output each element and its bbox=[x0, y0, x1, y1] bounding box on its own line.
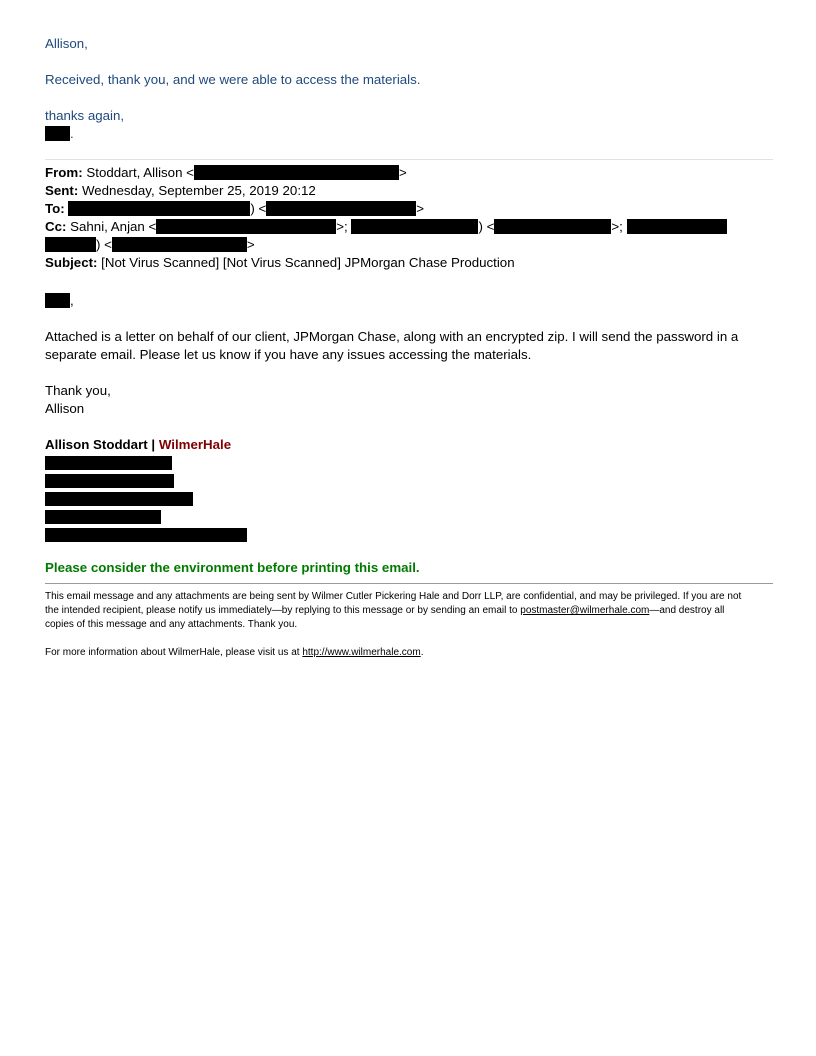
signature-firm: WilmerHale bbox=[158, 437, 232, 452]
header-from: From: Stoddart, Allison < > bbox=[45, 165, 407, 180]
redaction-block bbox=[156, 219, 336, 234]
header-sent: Sent: Wednesday, September 25, 2019 20:12 bbox=[45, 183, 316, 198]
redaction-block bbox=[45, 474, 174, 488]
message-salutation: , bbox=[45, 292, 773, 310]
header-subject: Subject: [Not Virus Scanned] [Not Virus Scanned] JPMorgan Chase Production bbox=[45, 255, 515, 270]
message-body-line: Attached is a letter on behalf of our client, JPMorgan Chase, along with an encrypted zip. I will send the password in a bbox=[45, 329, 739, 344]
redaction-block bbox=[45, 126, 70, 141]
wilmerhale-website-link[interactable]: http://www.wilmerhale.com bbox=[302, 647, 421, 658]
signature-line: Allison Stoddart | WilmerHale bbox=[45, 437, 232, 452]
header-cc: Cc: Sahni, Anjan < >; ) < >; bbox=[45, 218, 773, 236]
reply-greeting: Allison, bbox=[45, 36, 88, 51]
message-name: Allison bbox=[45, 401, 85, 416]
redaction-block bbox=[194, 165, 399, 180]
redaction-block bbox=[45, 528, 247, 542]
redaction-block bbox=[494, 219, 611, 234]
header-divider bbox=[45, 159, 773, 160]
redaction-block bbox=[45, 237, 96, 252]
redaction-block bbox=[266, 201, 416, 216]
signature-redactions bbox=[45, 456, 773, 542]
disclaimer: This email message and any attachments are being sent by Wilmer Cutler Pickering Hale and Dorr LLP, are confidential, and may be privileged. If you are not the intended recipient, please notify us immediately—by replying to this message or by sending an email to postmaster@wilmerhale.com—and destroy all copies of this message and any attachments. Thank you. For more information about WilmerHale, please visit us at http://www.wilmerhale.com. bbox=[45, 591, 742, 658]
redaction-block bbox=[45, 456, 172, 470]
email-document bbox=[45, 35, 773, 660]
redaction-block bbox=[112, 237, 247, 252]
reply-closing: thanks again, bbox=[45, 108, 125, 123]
redaction-block bbox=[351, 219, 478, 234]
redaction-block bbox=[45, 510, 161, 524]
redaction-block bbox=[627, 219, 727, 234]
message-thanks: Thank you, bbox=[45, 383, 111, 398]
redaction-block bbox=[45, 492, 193, 506]
postmaster-email-link[interactable]: postmaster@wilmerhale.com bbox=[520, 605, 650, 616]
header-to: To: ) < > bbox=[45, 201, 425, 216]
reply-body: Received, thank you, and we were able to access the materials. bbox=[45, 72, 421, 87]
environment-note: Please consider the environment before printing this email. bbox=[45, 560, 420, 575]
header-cc-cont: ) < > bbox=[45, 236, 773, 254]
redaction-block bbox=[45, 293, 70, 308]
reply-signoff: . bbox=[45, 125, 773, 143]
signature-name: Allison Stoddart bbox=[45, 437, 148, 452]
message-body-line: separate email. Please let us know if you have any issues accessing the materials. bbox=[45, 347, 532, 362]
disclaimer-divider bbox=[45, 583, 773, 584]
redaction-block bbox=[68, 201, 250, 216]
